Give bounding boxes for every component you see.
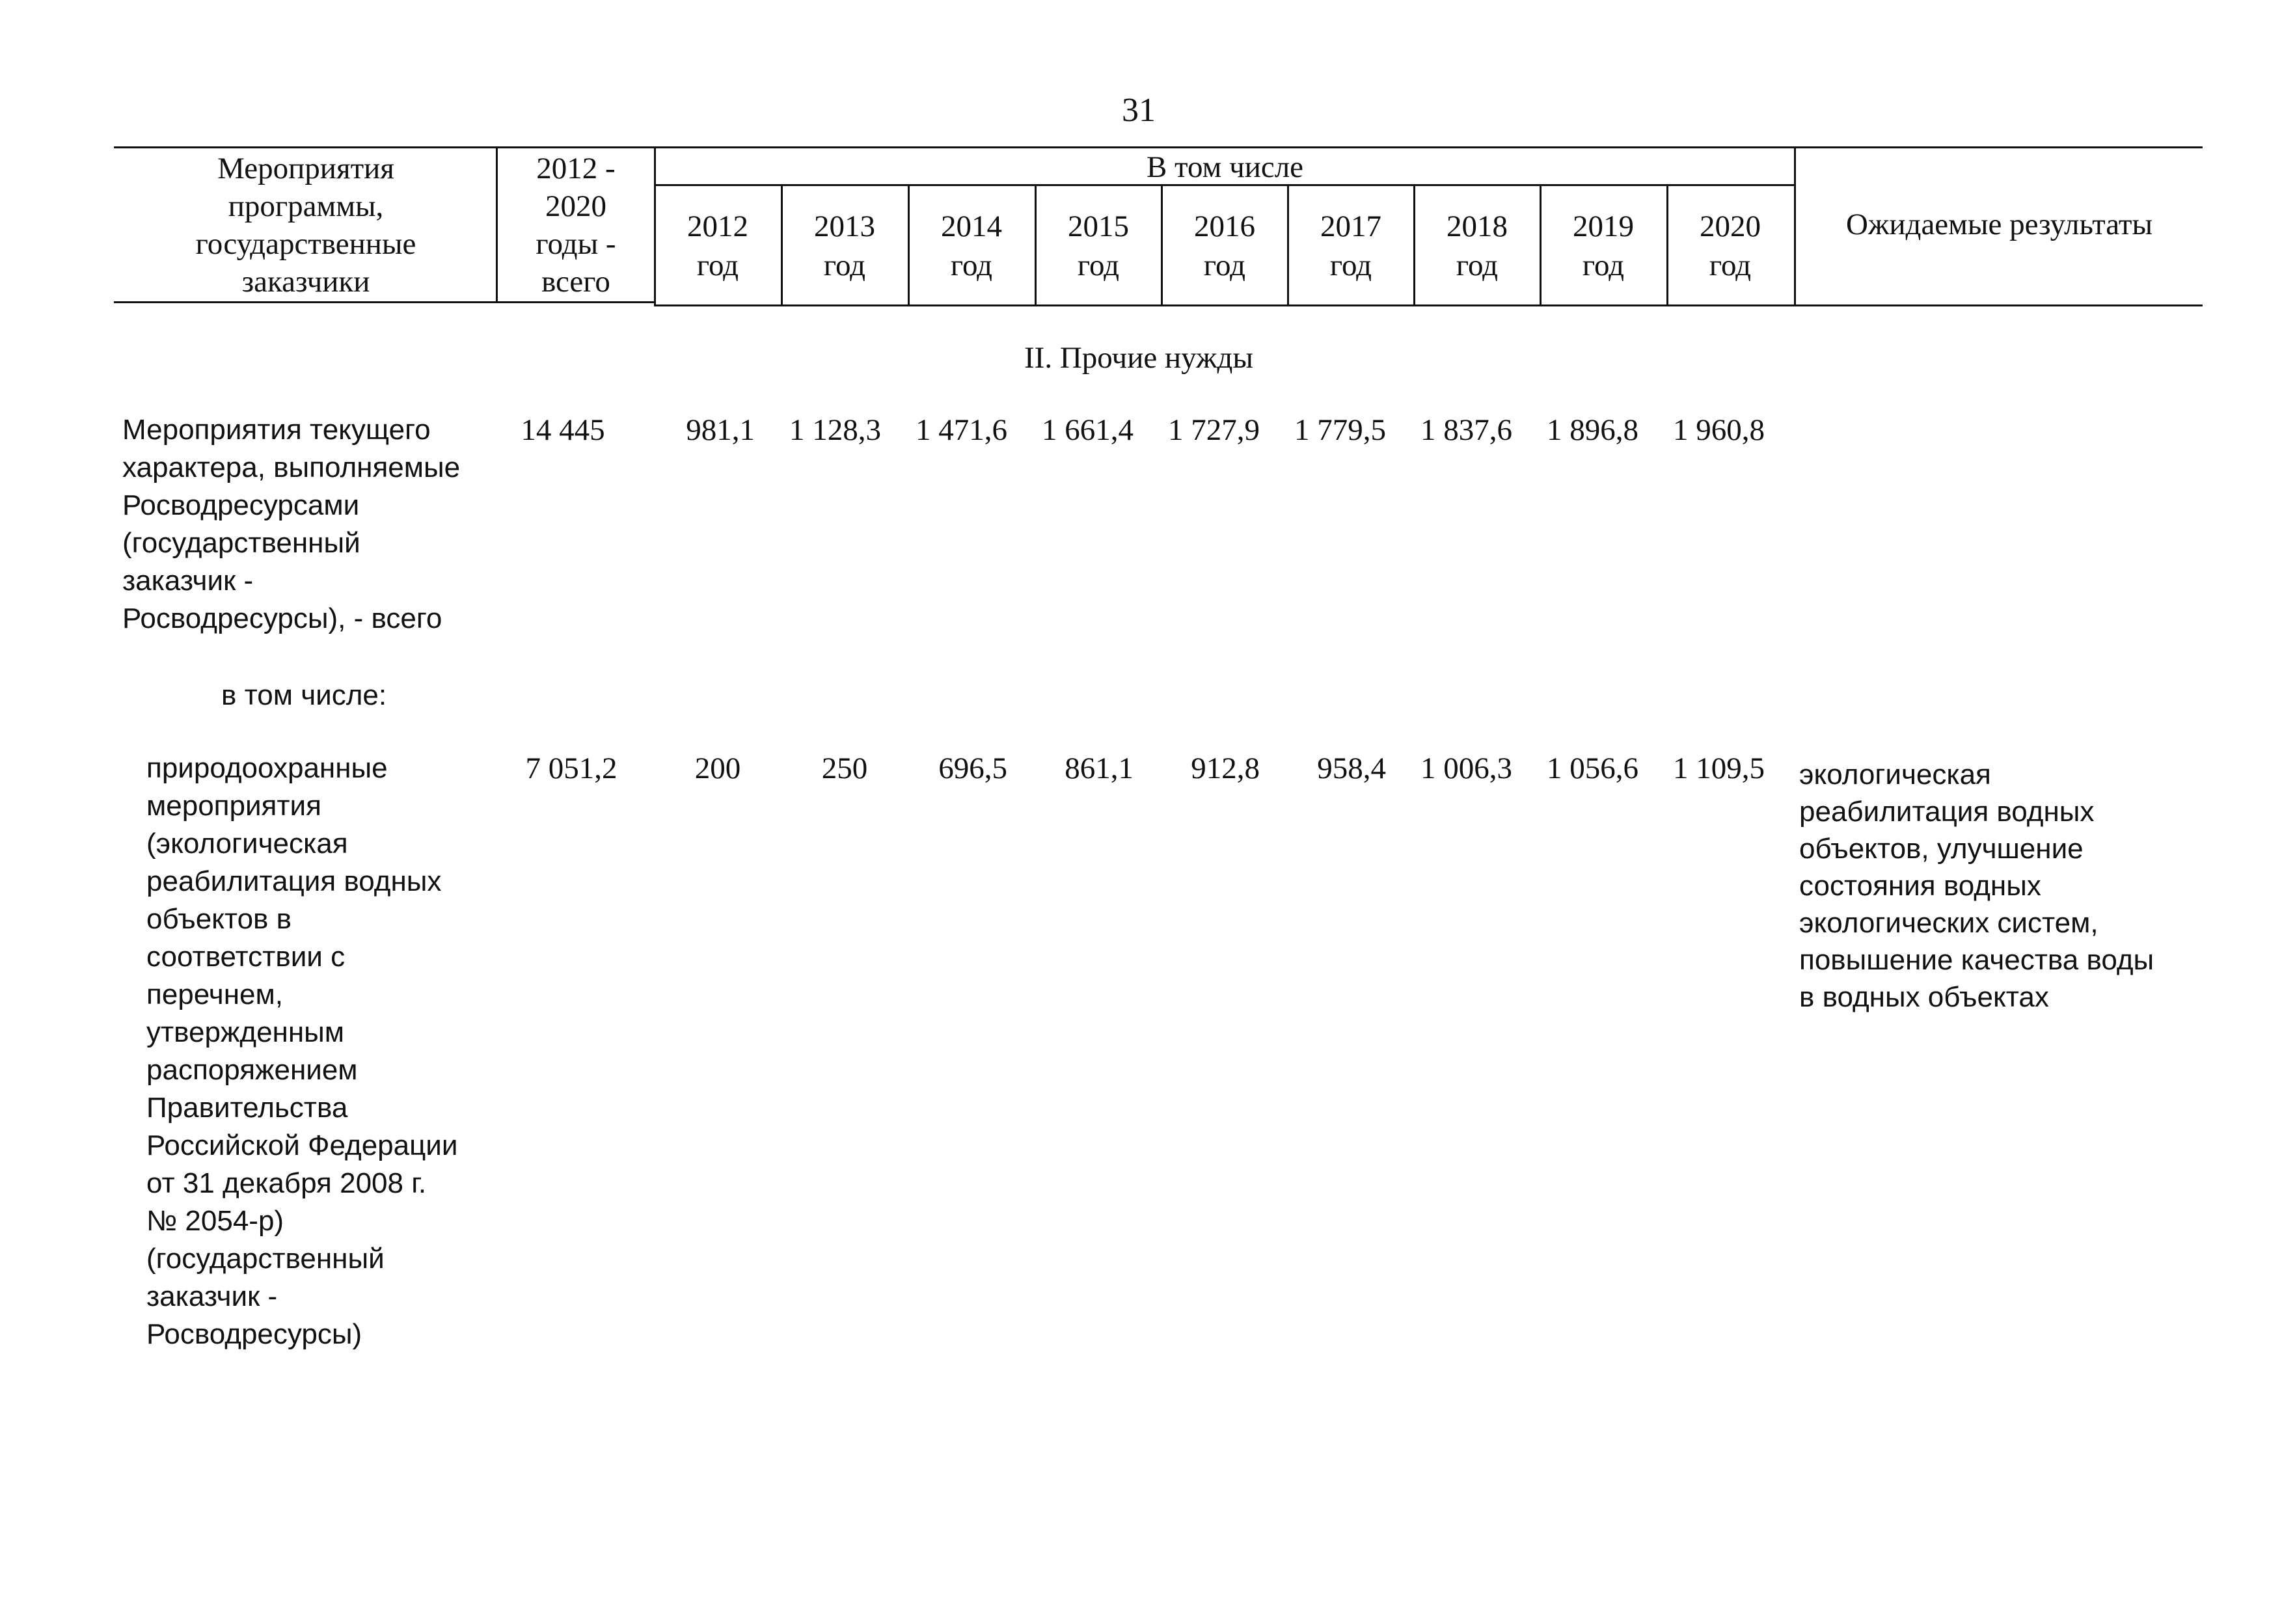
row-label: природоохранные мероприятия (экологическая реабилитация водных объектов в соответствии с перечнем, утвержденным распоряжением Правительства Российской Федерации от 31 декабря 2008 г. № 2054-р) (государственный заказчик - Росводресурсы) <box>146 752 458 1350</box>
header-year-2020 <box>1668 207 1792 285</box>
year-unit: год <box>696 249 739 282</box>
header-measures <box>117 150 495 301</box>
year-unit: год <box>823 249 866 282</box>
row-value-2013: 250 <box>821 751 868 785</box>
year-label: 2012 <box>687 210 748 243</box>
year-unit: год <box>1709 249 1752 282</box>
row-total: 7 051,2 <box>525 751 618 785</box>
row-total: 14 445 <box>521 413 605 447</box>
row-value-2018: 1 837,6 <box>1420 413 1512 447</box>
row-value-2012: 981,1 <box>686 413 755 447</box>
year-unit: год <box>1582 249 1625 282</box>
header-year-2018 <box>1415 207 1539 285</box>
header-measures-line: программы, <box>228 189 384 223</box>
row-value-2019: 1 056,6 <box>1547 751 1638 785</box>
row-value-2012: 200 <box>694 751 741 785</box>
header-total-line: годы - <box>536 227 616 261</box>
header-including: В том числе <box>1146 150 1304 184</box>
row-value-2016: 912,8 <box>1191 751 1260 785</box>
header-measures-line: Мероприятия <box>217 152 394 185</box>
year-label: 2019 <box>1573 210 1634 243</box>
year-unit: год <box>1077 249 1120 282</box>
header-measures-line: государственные <box>195 227 416 261</box>
header-bottom-rule-left <box>114 301 654 303</box>
row-value-2017: 1 779,5 <box>1294 413 1386 447</box>
header-year-2013 <box>783 207 906 285</box>
header-year-2016 <box>1163 207 1286 285</box>
year-label: 2018 <box>1447 210 1508 243</box>
year-unit: год <box>1203 249 1246 282</box>
row-value-2019: 1 896,8 <box>1547 413 1638 447</box>
header-year-2017 <box>1289 207 1413 285</box>
header-total-line: всего <box>541 265 610 299</box>
row-expected-result: экологическая реабилитация водных объектов, улучшение состояния водных экологических систем, повышение качества воды в водных объектах <box>1799 759 2154 1013</box>
row-value-2018: 1 006,3 <box>1420 751 1512 785</box>
header-year-2012 <box>656 207 780 285</box>
header-year-2019 <box>1542 207 1665 285</box>
row-value-2020: 1 960,8 <box>1673 413 1765 447</box>
row-label: Мероприятия текущего характера, выполняемые Росводресурсами (государственный заказчик - Росводресурсы), - всего <box>122 414 461 634</box>
row-value-2014: 1 471,6 <box>916 413 1007 447</box>
header-year-2014 <box>910 207 1033 285</box>
row-value-2015: 861,1 <box>1065 751 1134 785</box>
header-total-line: 2012 - <box>536 152 616 185</box>
header-total-line: 2020 <box>545 189 606 223</box>
row-value-2020: 1 109,5 <box>1673 751 1765 785</box>
header-year-2015 <box>1037 207 1160 285</box>
year-label: 2017 <box>1320 210 1381 243</box>
row-value-2016: 1 727,9 <box>1168 413 1260 447</box>
year-label: 2016 <box>1194 210 1255 243</box>
page-number: 31 <box>1122 92 1156 129</box>
year-unit: год <box>1329 249 1372 282</box>
row-value-2017: 958,4 <box>1317 751 1386 785</box>
header-results: Ожидаемые результаты <box>1845 208 2153 241</box>
header-total <box>498 150 654 301</box>
row-value-2015: 1 661,4 <box>1042 413 1134 447</box>
year-unit: год <box>950 249 993 282</box>
row-value-2014: 696,5 <box>938 751 1007 785</box>
year-label: 2013 <box>814 210 875 243</box>
section-title: II. Прочие нужды <box>1024 341 1253 375</box>
row-value-2013: 1 128,3 <box>789 413 881 447</box>
header-measures-line: заказчики <box>241 265 370 299</box>
year-label: 2015 <box>1068 210 1129 243</box>
year-unit: год <box>1456 249 1499 282</box>
header-bottom-rule-right <box>654 304 2203 306</box>
year-label: 2014 <box>941 210 1002 243</box>
sub-label: в том числе: <box>221 679 387 711</box>
year-label: 2020 <box>1700 210 1761 243</box>
